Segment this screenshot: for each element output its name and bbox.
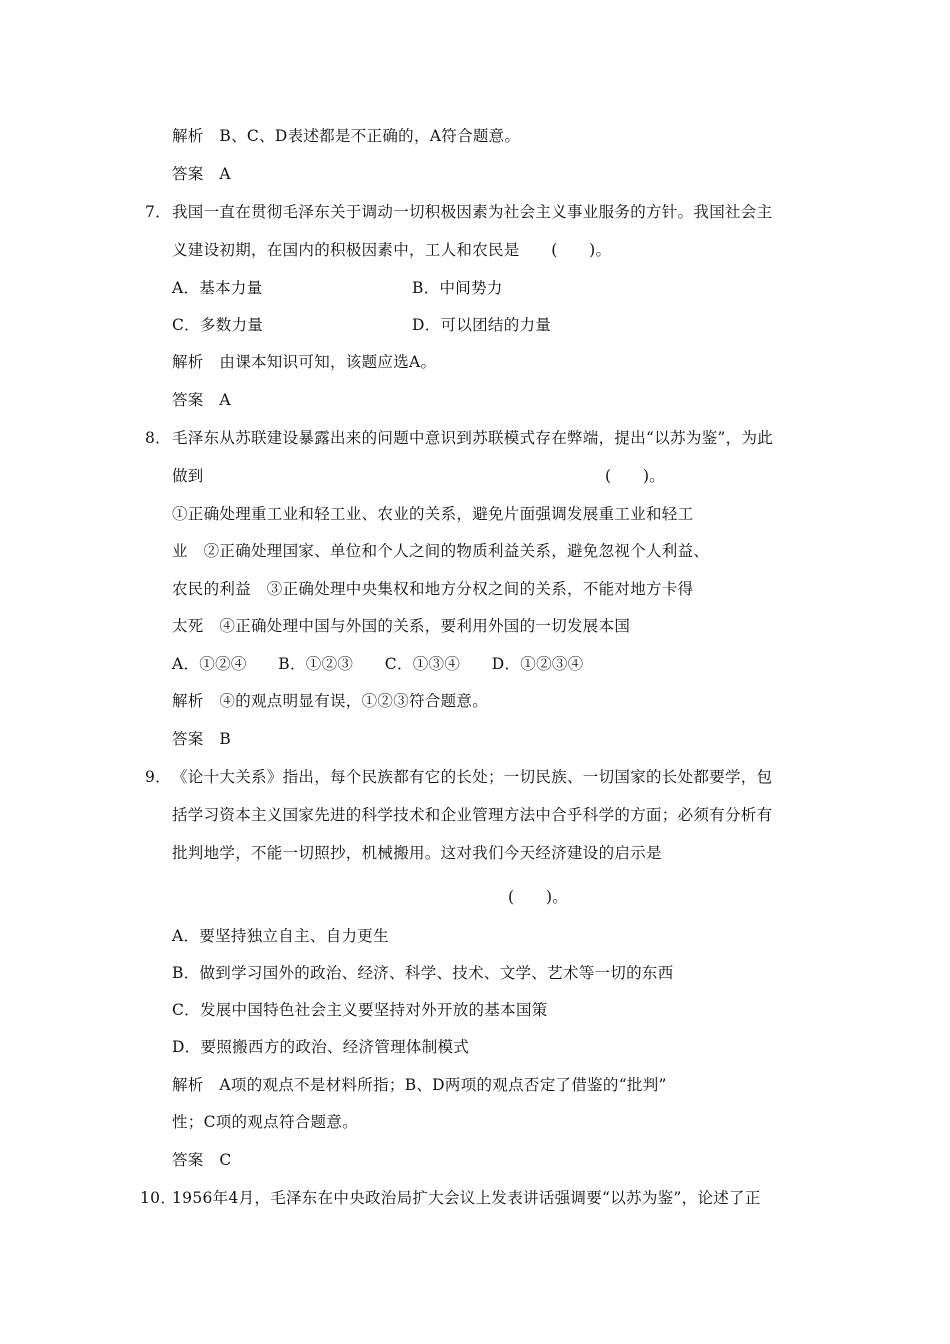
q7-analysis: 解析 由课本知识可知，该题应选A。 [172, 353, 437, 371]
q9-analysis-line1: 解析 A项的观点不是材料所指；B、D两项的观点否定了借鉴的“批判” [172, 1076, 667, 1094]
prev-analysis: 解析 B、C、D表述都是不正确的，A符合题意。 [172, 127, 521, 145]
q8-item-line4: 太死 ④正确处理中国与外国的关系，要利用外国的一切发展本国 [172, 617, 631, 635]
q7-number: 7． [145, 203, 171, 221]
q9-answer-paren: ( )。 [508, 888, 569, 906]
q8-item-line2: 业 ②正确处理国家、单位和个人之间的物质利益关系，避免忽视个人利益、 [172, 542, 710, 560]
q9-analysis-line2: 性；C项的观点符合题意。 [172, 1113, 358, 1131]
q9-option-b: B．做到学习国外的政治、经济、科学、技术、文学、艺术等一切的东西 [172, 964, 674, 982]
q9-option-c: C．发展中国特色社会主义要坚持对外开放的基本国策 [172, 1001, 548, 1019]
q9-stem-line1: 《论十大关系》指出，每个民族都有它的长处；一切民族、一切国家的长处都要学，包 [172, 768, 773, 786]
q8-stem-line1: 毛泽东从苏联建设暴露出来的问题中意识到苏联模式存在弊端，提出“以苏为鉴”，为此 [172, 429, 774, 447]
q9-option-a: A．要坚持独立自主、自力更生 [172, 927, 389, 945]
q10-number: 10． [140, 1189, 177, 1207]
q7-stem-line2: 义建设初期，在国内的积极因素中，工人和农民是 ( )。 [172, 241, 612, 259]
prev-answer: 答案 A [172, 165, 231, 183]
q7-stem-line1: 我国一直在贯彻毛泽东关于调动一切积极因素为社会主义事业服务的方针。我国社会主 [172, 203, 773, 221]
q8-answer-paren: ( )。 [605, 467, 666, 485]
q8-options: A．①②④ B．①②③ C．①③④ D．①②③④ [172, 655, 584, 673]
q7-option-d: D．可以团结的力量 [412, 316, 552, 334]
q7-option-b: B．中间势力 [412, 279, 503, 297]
q7-option-a: A．基本力量 [172, 279, 263, 297]
q9-number: 9． [145, 768, 171, 786]
q8-item-line3: 农民的利益 ③正确处理中央集权和地方分权之间的关系，不能对地方卡得 [172, 580, 694, 598]
q9-option-d: D．要照搬西方的政治、经济管理体制模式 [172, 1038, 470, 1056]
q9-answer: 答案 C [172, 1151, 232, 1169]
q8-stem-line2: 做到 [172, 467, 204, 485]
q7-option-c: C．多数力量 [172, 316, 264, 334]
q9-stem-line2: 括学习资本主义国家先进的科学技术和企业管理方法中合乎科学的方面；必须有分析有 [172, 806, 773, 824]
q8-item-line1: ①正确处理重工业和轻工业、农业的关系，避免片面强调发展重工业和轻工 [172, 505, 694, 523]
q10-stem-line1: 1956年4月，毛泽东在中央政治局扩大会议上发表讲话强调要“以苏为鉴”，论述了正 [172, 1189, 761, 1207]
q7-answer: 答案 A [172, 391, 231, 409]
q8-analysis: 解析 ④的观点明显有误，①②③符合题意。 [172, 692, 489, 710]
q9-stem-line3: 批判地学，不能一切照抄，机械搬用。这对我们今天经济建设的启示是 [172, 844, 662, 862]
q8-answer: 答案 B [172, 730, 232, 748]
q8-number: 8． [145, 429, 171, 447]
